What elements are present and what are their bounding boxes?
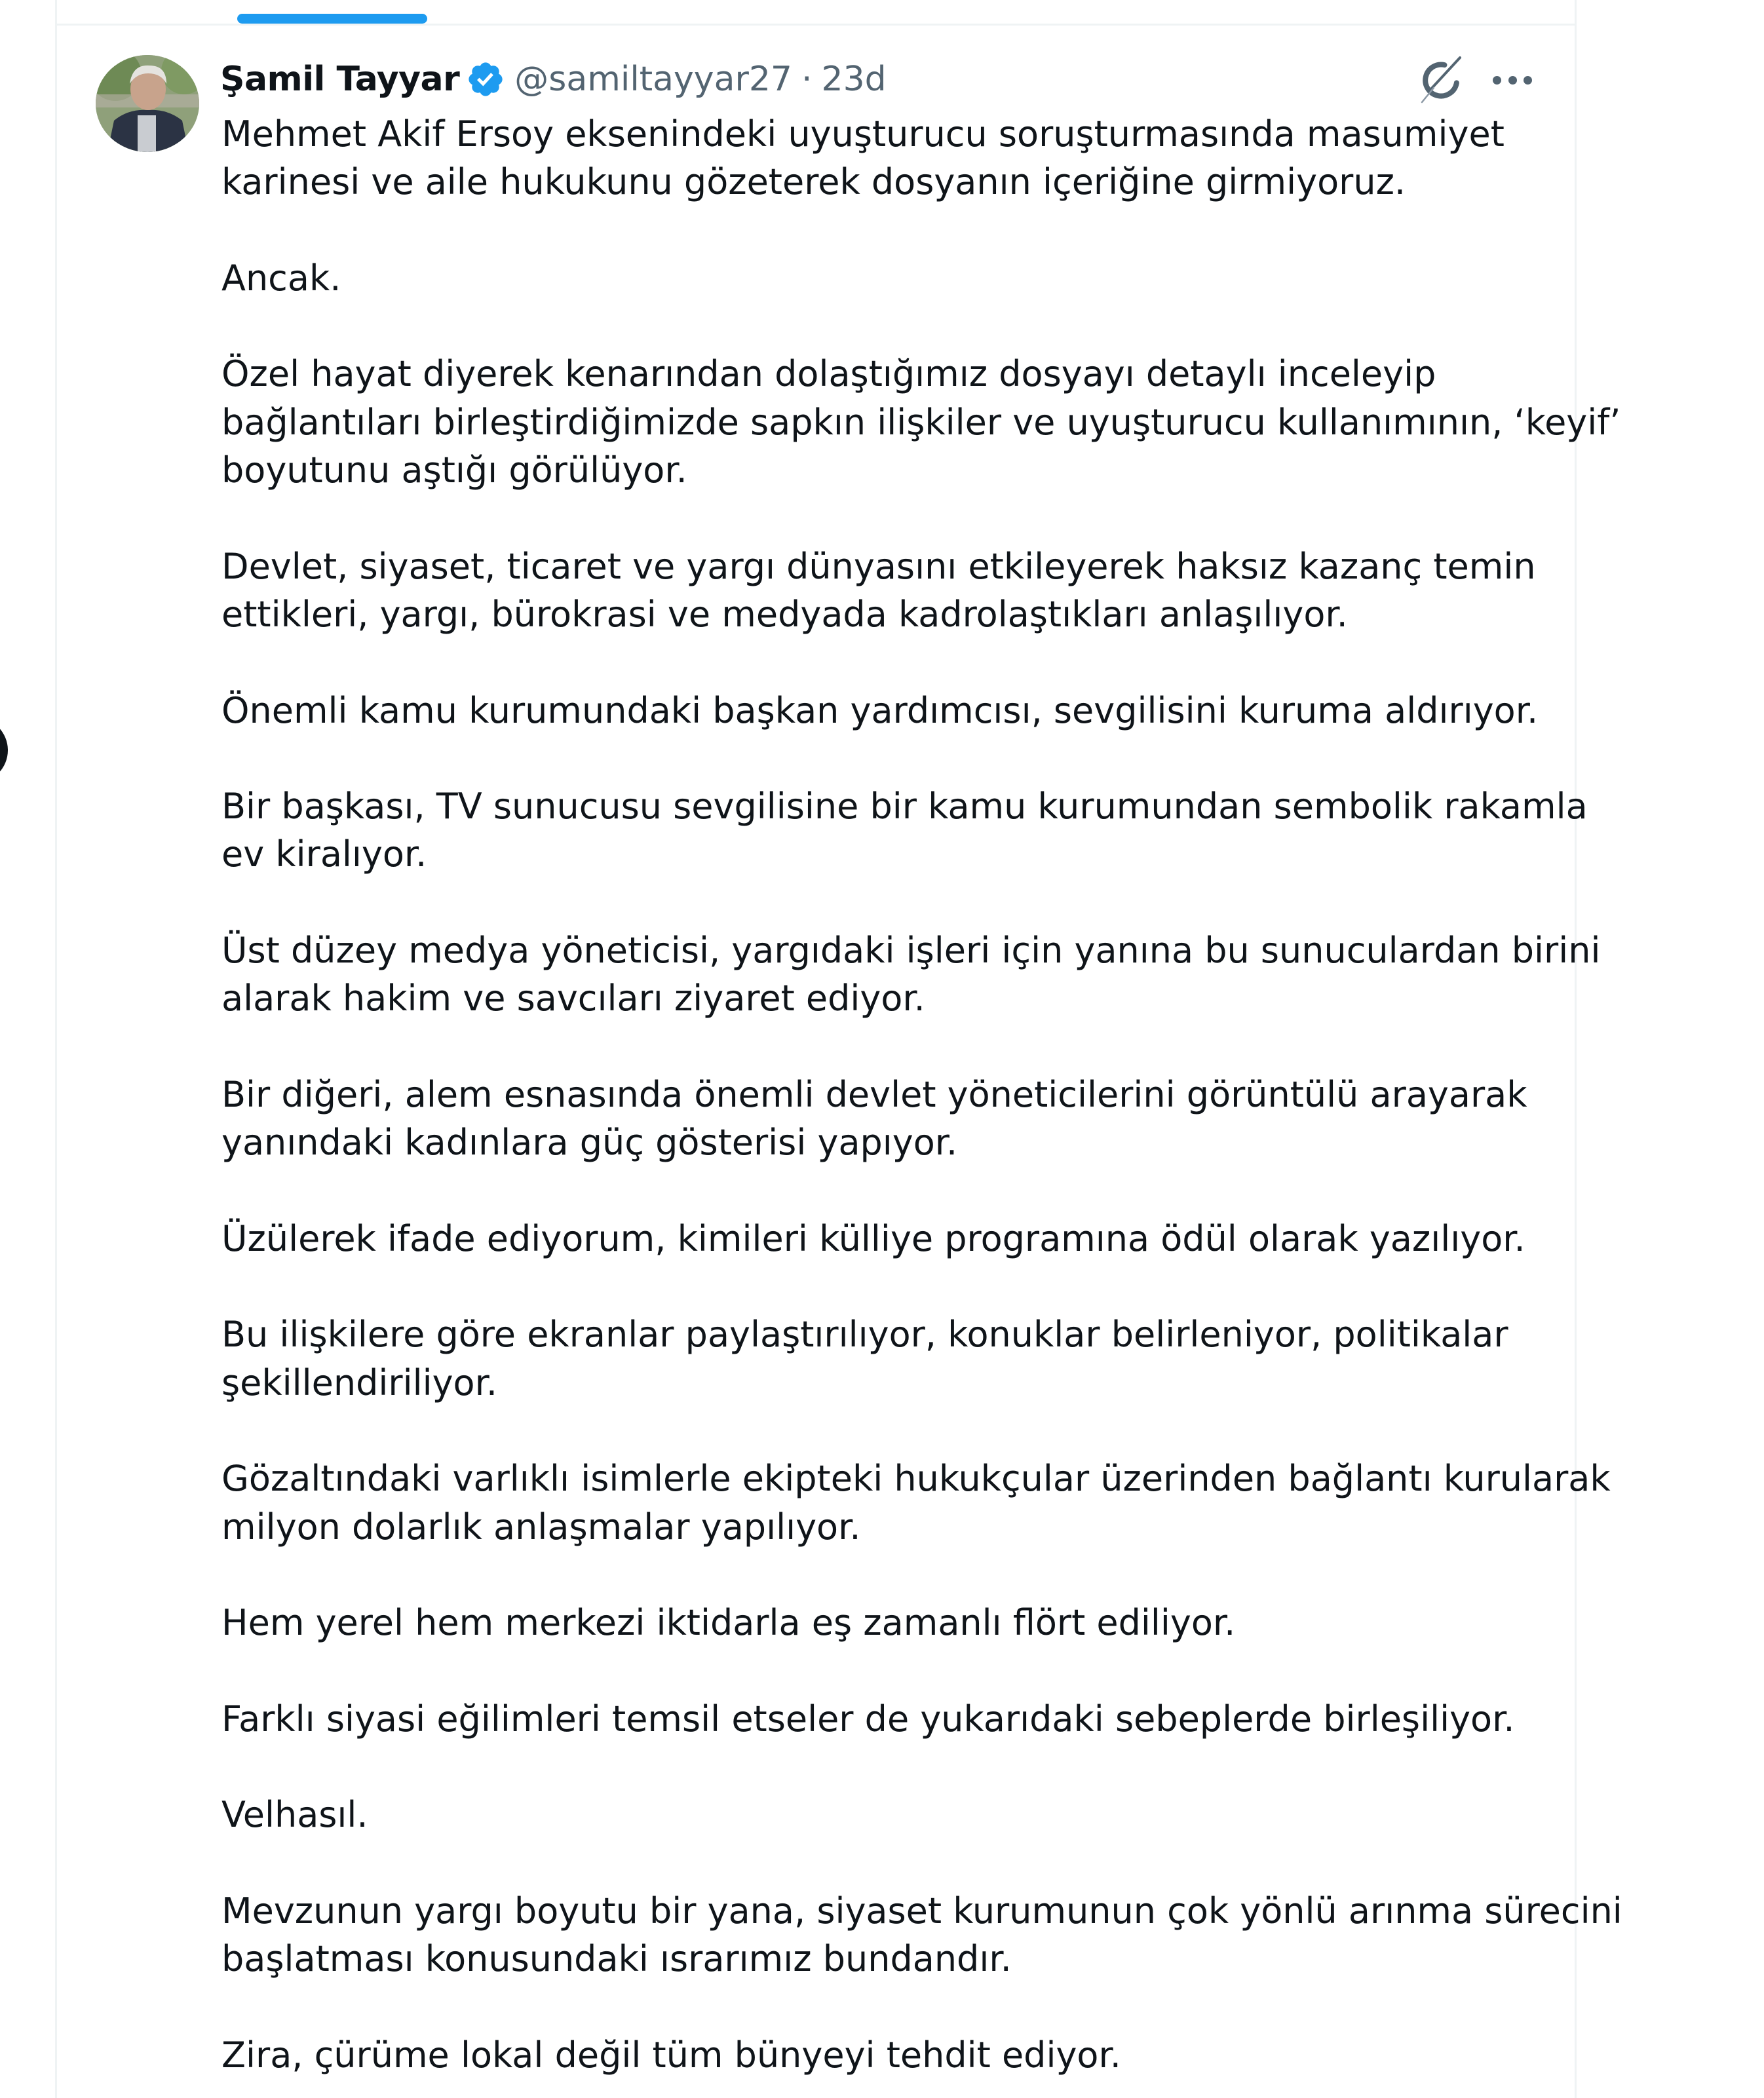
tweet-paragraph: [221, 1071, 1558, 1167]
tweet-paragraph: [221, 1791, 1558, 1839]
tweet-text-line: Bir diğeri, alem esnasında önemli devlet yöneticilerini görüntülü arayarak: [221, 1073, 1527, 1115]
tweet-text-line: Önemli kamu kurumundaki başkan yardımcısı, sevgilisini kuruma aldırıyor.: [221, 689, 1539, 731]
more-options-button[interactable]: [1489, 66, 1536, 94]
tweet-paragraph: [221, 2031, 1558, 2079]
tweet-text-line: Devlet, siyaset, ticaret ve yargı dünyasını etkileyerek haksız kazanç temin: [221, 545, 1536, 587]
tweet-paragraph: [221, 1695, 1558, 1743]
tweet-paragraph: [221, 1887, 1622, 1983]
avatar[interactable]: [96, 55, 199, 152]
tweet-paragraph: [221, 1455, 1611, 1551]
tweet-paragraph: [221, 543, 1558, 639]
tweet-paragraph: [221, 110, 1558, 206]
tweet-paragraph: [221, 782, 1588, 879]
tweet-text-line: şekillendiriliyor.: [221, 1362, 497, 1403]
tweet-text-line: Özel hayat diyerek kenarından dolaştığımız dosyayı detaylı inceleyip: [221, 353, 1436, 395]
tweet-text-line: boyutunu aştığı görülüyor.: [221, 449, 687, 491]
tweet-text-line: bağlantıları birleştirdiğimizde sapkın ilişkiler ve uyuşturucu kullanımının, ‘keyif’: [221, 401, 1621, 443]
tweet-text-line: başlatması konusundaki ısrarımız bundandır.: [221, 1938, 1012, 1980]
floating-action-button[interactable]: [0, 717, 8, 783]
header-separator: ·: [801, 60, 813, 99]
tweet-timestamp[interactable]: 23d: [821, 60, 887, 99]
tweet-paragraph: [221, 350, 1621, 494]
grok-icon: [1415, 55, 1469, 105]
tweet-header: [220, 56, 887, 102]
tab-bar-divider: [55, 24, 1577, 26]
tweet-text-line: Velhasıl.: [221, 1794, 368, 1836]
tweet-text-line: alarak hakim ve savcıları ziyaret ediyor.: [221, 978, 925, 1020]
active-tab-indicator[interactable]: [237, 14, 427, 24]
tweet-text-line: Ancak.: [221, 257, 341, 299]
tweet-text-line: Üst düzey medya yöneticisi, yargıdaki işleri için yanına bu sunuculardan birini: [221, 930, 1601, 972]
tweet-paragraph: [221, 687, 1558, 734]
tweet-text-line: ev kiralıyor.: [221, 833, 427, 875]
tweet-text-line: Üzülerek ifade ediyorum, kimileri külliye programına ödül olarak yazılıyor.: [221, 1217, 1525, 1259]
tweet-paragraph: [221, 1215, 1558, 1263]
tweet-text-line: Gözaltındaki varlıklı isimlerle ekipteki hukukçular üzerinden bağlantı kurularak: [221, 1458, 1611, 1500]
tweet-text-line: Mehmet Akif Ersoy eksenindeki uyuşturucu soruşturmasında masumiyet: [221, 113, 1505, 155]
more-horizontal-icon: [1493, 76, 1501, 85]
tweet-text-line: Bu ilişkilere göre ekranlar paylaştırılıyor, konuklar belirleniyor, politikalar: [221, 1314, 1508, 1356]
tweet-text-line: Hem yerel hem merkezi iktidarla eş zamanlı flört ediliyor.: [221, 1602, 1236, 1644]
tweet-text-line: Mevzunun yargı boyutu bir yana, siyaset kurumunun çok yönlü arınma sürecini: [221, 1890, 1622, 1932]
more-horizontal-icon-dot: [1508, 76, 1517, 85]
verified-badge-icon: [466, 60, 505, 99]
grok-button[interactable]: [1415, 55, 1469, 105]
tweet-text-line: ettikleri, yargı, bürokrasi ve medyada kadrolaştıkları anlaşılıyor.: [221, 593, 1348, 635]
tweet-text: [221, 110, 1622, 2079]
tweet-text-line: milyon dolarlık anlaşmalar yapılıyor.: [221, 1506, 861, 1548]
tweet-text-line: yanındaki kadınlara güç gösterisi yapıyor.: [221, 1122, 958, 1164]
tweet-paragraph: [221, 1310, 1558, 1407]
tweet-text-line: Bir başkası, TV sunucusu sevgilisine bir kamu kurumundan sembolik rakamla: [221, 786, 1588, 828]
more-horizontal-icon-dot: [1524, 76, 1532, 85]
tweet-paragraph: [221, 926, 1601, 1023]
tweet-paragraph: [221, 1599, 1558, 1647]
user-avatar-photo-icon: [96, 55, 199, 152]
tweet-text-line: Farklı siyasi eğilimleri temsil etseler de yukarıdaki sebeplerde birleşiliyor.: [221, 1698, 1515, 1740]
author-display-name[interactable]: Şamil Tayyar: [220, 60, 460, 99]
tweet-text-line: karinesi ve aile hukukunu gözeterek dosyanın içeriğine girmiyoruz.: [221, 161, 1406, 203]
tweet-text-line: Zira, çürüme lokal değil tüm bünyeyi tehdit ediyor.: [221, 2034, 1121, 2076]
tweet-paragraph: [221, 254, 1558, 302]
author-handle[interactable]: @samiltayyar27: [514, 60, 792, 99]
